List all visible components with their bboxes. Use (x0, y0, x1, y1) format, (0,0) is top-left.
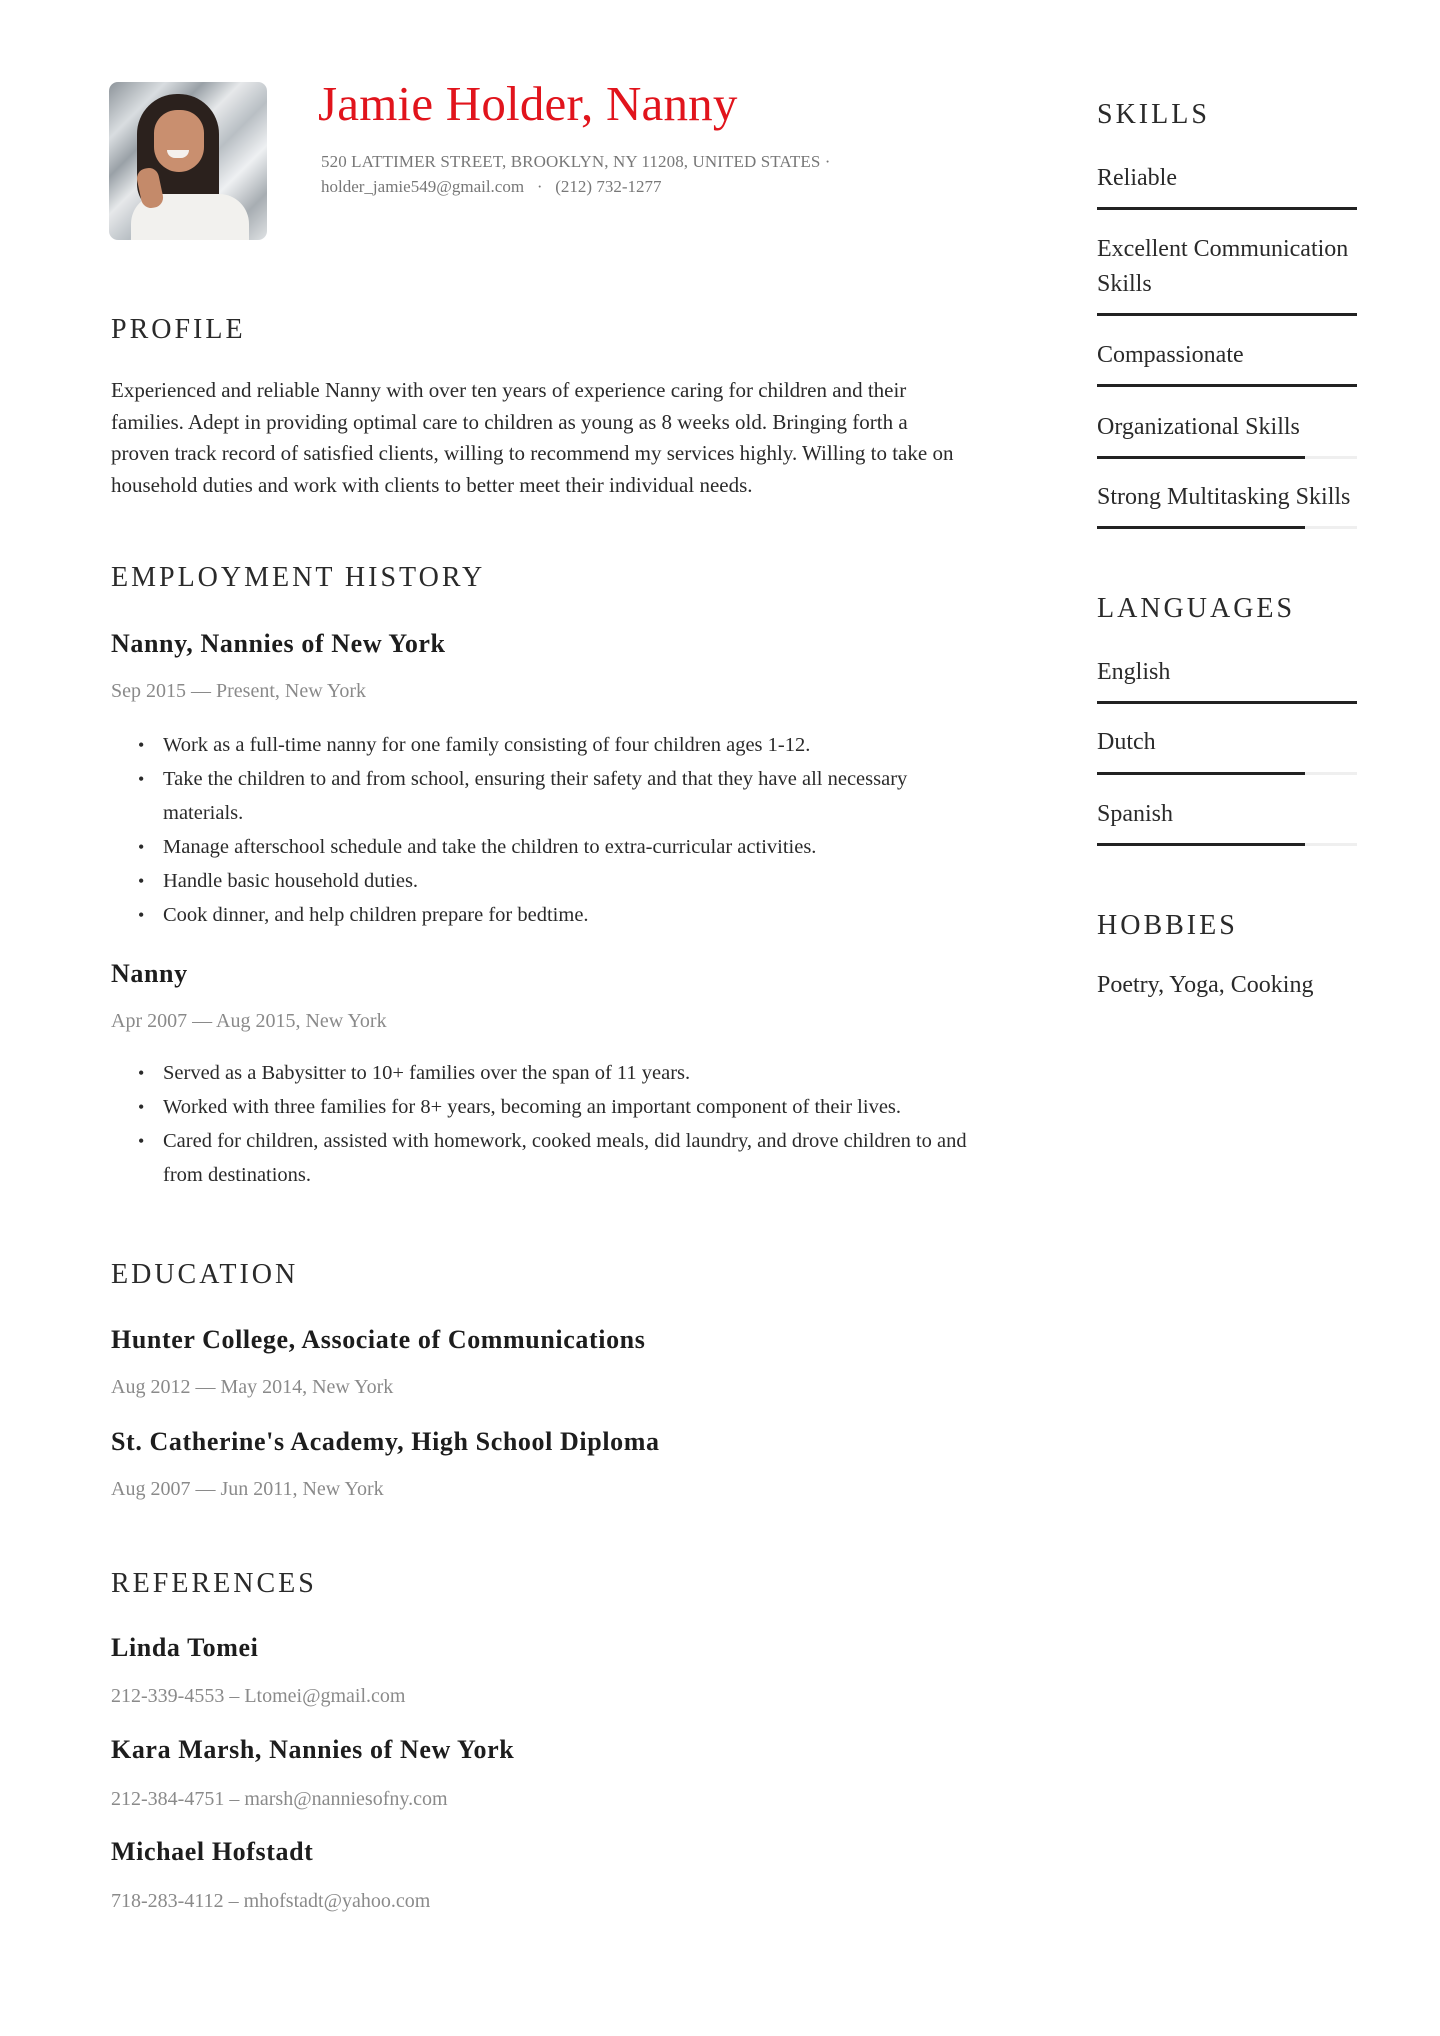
job-bullet: • Work as a full-time nanny for one family consisting of four children ages 1-12. (111, 728, 971, 762)
language-level-bar (1097, 701, 1357, 704)
candidate-name: Jamie Holder, Nanny (318, 76, 738, 131)
reference-name: Michael Hofstadt (111, 1837, 314, 1866)
profile-heading: PROFILE (111, 314, 246, 345)
skill-level-fill (1097, 207, 1357, 210)
language-level-fill (1097, 843, 1305, 846)
job-bullet: • Handle basic household duties. (111, 864, 971, 898)
hobbies-text: Poetry, Yoga, Cooking (1097, 972, 1314, 998)
email-link[interactable]: holder_jamie549@gmail.com (321, 177, 525, 196)
job-title: Nanny, Nannies of New York (111, 629, 446, 658)
language-level-fill (1097, 701, 1357, 704)
skill-label: Reliable (1097, 165, 1177, 191)
skill-level-fill (1097, 384, 1357, 387)
language-label: English (1097, 659, 1171, 685)
skill-level-bar (1097, 456, 1357, 459)
skill-label: Strong Multitasking Skills (1097, 484, 1351, 510)
language-level-fill (1097, 772, 1305, 775)
contact-line (321, 177, 662, 197)
reference-name: Kara Marsh, Nannies of New York (111, 1735, 515, 1764)
skill-level-bar (1097, 526, 1357, 529)
skill-level-fill (1097, 456, 1305, 459)
profile-photo (109, 82, 267, 240)
job-bullet: • Served as a Babysitter to 10+ families over the span of 11 years. (111, 1056, 971, 1090)
job-bullet: • Manage afterschool schedule and take the children to extra-curricular activities. (111, 830, 971, 864)
skill-label: Compassionate (1097, 342, 1244, 368)
job-bullets (111, 728, 971, 932)
phone-number: (212) 732-1277 (555, 177, 662, 196)
employment-heading: EMPLOYMENT HISTORY (111, 562, 486, 593)
languages-heading: LANGUAGES (1097, 593, 1296, 624)
education-title: St. Catherine's Academy, High School Diploma (111, 1427, 660, 1456)
education-date: Aug 2012 — May 2014, New York (111, 1376, 394, 1398)
skill-label: Excellent Communication Skills (1097, 236, 1349, 297)
reference-contact: 212-339-4553 – Ltomei@gmail.com (111, 1685, 406, 1707)
skill-level-bar (1097, 384, 1357, 387)
education-title: Hunter College, Associate of Communications (111, 1325, 646, 1354)
skill-level-bar (1097, 313, 1357, 316)
language-level-bar (1097, 843, 1357, 846)
hobbies-heading: HOBBIES (1097, 910, 1238, 941)
job-bullet: • Take the children to and from school, ensuring their safety and that they have all necessary materials. (111, 762, 971, 830)
language-label: Spanish (1097, 801, 1174, 827)
references-heading: REFERENCES (111, 1568, 317, 1599)
skills-heading: SKILLS (1097, 99, 1210, 130)
skill-level-bar (1097, 207, 1357, 210)
language-level-bar (1097, 772, 1357, 775)
job-bullet: • Worked with three families for 8+ years, becoming an important component of their lives. (111, 1090, 971, 1124)
skill-label: Organizational Skills (1097, 414, 1300, 440)
separator: · (536, 177, 543, 196)
profile-text: Experienced and reliable Nanny with over ten years of experience caring for children and their families. Adept in providing optimal care to children as young as 8 weeks old. Bringing forth a proven track record of satisfied clients, willing to recommend my services highly. Willing to take on household duties and work with clients to better meet their individual needs. (111, 378, 954, 497)
job-bullet: • Cared for children, assisted with homework, cooked meals, did laundry, and drove children to and from destinations. (111, 1124, 971, 1192)
education-date: Aug 2007 — Jun 2011, New York (111, 1478, 384, 1500)
skill-level-fill (1097, 526, 1305, 529)
reference-name: Linda Tomei (111, 1633, 259, 1662)
reference-contact: 718-283-4112 – mhofstadt@yahoo.com (111, 1890, 431, 1912)
job-date: Sep 2015 — Present, New York (111, 680, 366, 702)
address: 520 LATTIMER STREET, BROOKLYN, NY 11208, UNITED STATES · (321, 152, 831, 171)
job-date: Apr 2007 — Aug 2015, New York (111, 1010, 387, 1032)
job-bullets (111, 1056, 971, 1192)
language-label: Dutch (1097, 729, 1156, 755)
job-title: Nanny (111, 959, 188, 988)
skill-level-fill (1097, 313, 1357, 316)
job-bullet: • Cook dinner, and help children prepare for bedtime. (111, 898, 971, 932)
education-heading: EDUCATION (111, 1259, 299, 1290)
reference-contact: 212-384-4751 – marsh@nanniesofny.com (111, 1788, 448, 1810)
photo-face (154, 110, 204, 172)
